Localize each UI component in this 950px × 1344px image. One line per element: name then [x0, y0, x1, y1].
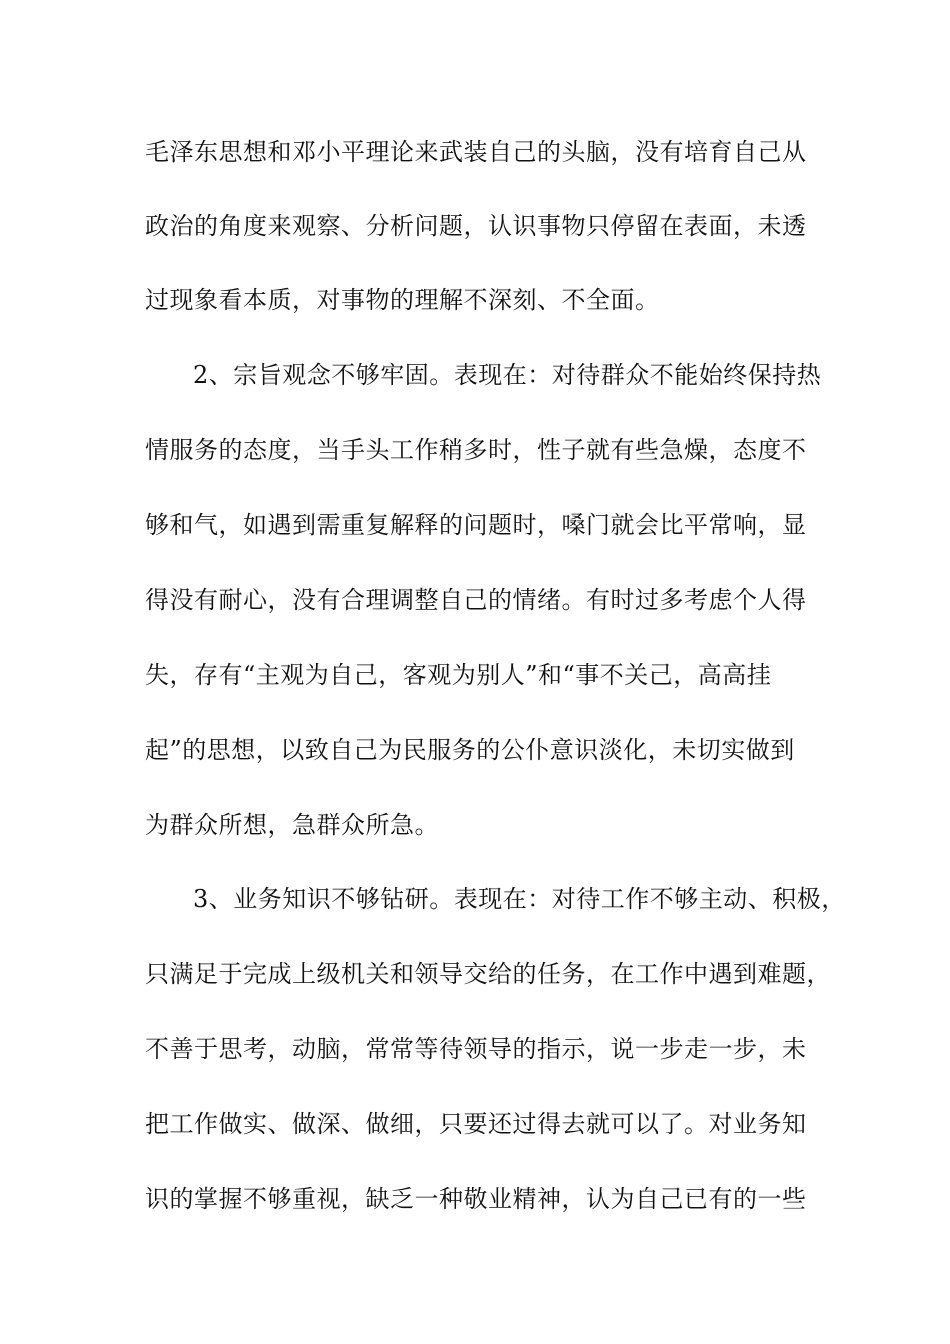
text-line: 不善于思考，动脑，常常等待领导的指示，说一步走一步，未: [145, 1035, 807, 1063]
text-line: 识的掌握不够重视，缺乏一种敬业精神，认为自己已有的一些: [145, 1185, 807, 1213]
text-line: 起”的思想，以致自己为民服务的公仆意识淡化，未切实做到: [145, 736, 795, 764]
text-line: 只满足于完成上级机关和领导交给的任务，在工作中遇到难题，: [145, 960, 831, 988]
text-line: 情服务的态度，当手头工作稍多时，性子就有些急燥，态度不: [145, 436, 807, 464]
paragraph-3-first-line: 3、业务知识不够钻研。表现在：对待工作不够主动、积极，: [193, 885, 846, 913]
text-line: 毛泽东思想和邓小平理论来武装自己的头脑，没有培育自己从: [145, 138, 807, 166]
text-line: 失，存有“主观为自己，客观为别人”和“事不关己，高高挂: [145, 661, 772, 689]
text-line: 把工作做实、做深、做细，只要还过得去就可以了。对业务知: [145, 1110, 807, 1138]
text-line: 过现象看本质，对事物的理解不深刻、不全面。: [145, 286, 660, 314]
text-line: 够和气，如遇到需重复解释的问题时，嗓门就会比平常响，显: [145, 511, 807, 539]
text-line: 政治的角度来观察、分析问题，认识事物只停留在表面，未透: [145, 212, 807, 240]
text-line: 得没有耐心，没有合理调整自己的情绪。有时过多考虑个人得: [145, 586, 807, 614]
paragraph-2-first-line: 2、宗旨观念不够牢固。表现在：对待群众不能始终保持热: [193, 361, 822, 389]
text-line: 为群众所想，急群众所急。: [145, 811, 439, 839]
